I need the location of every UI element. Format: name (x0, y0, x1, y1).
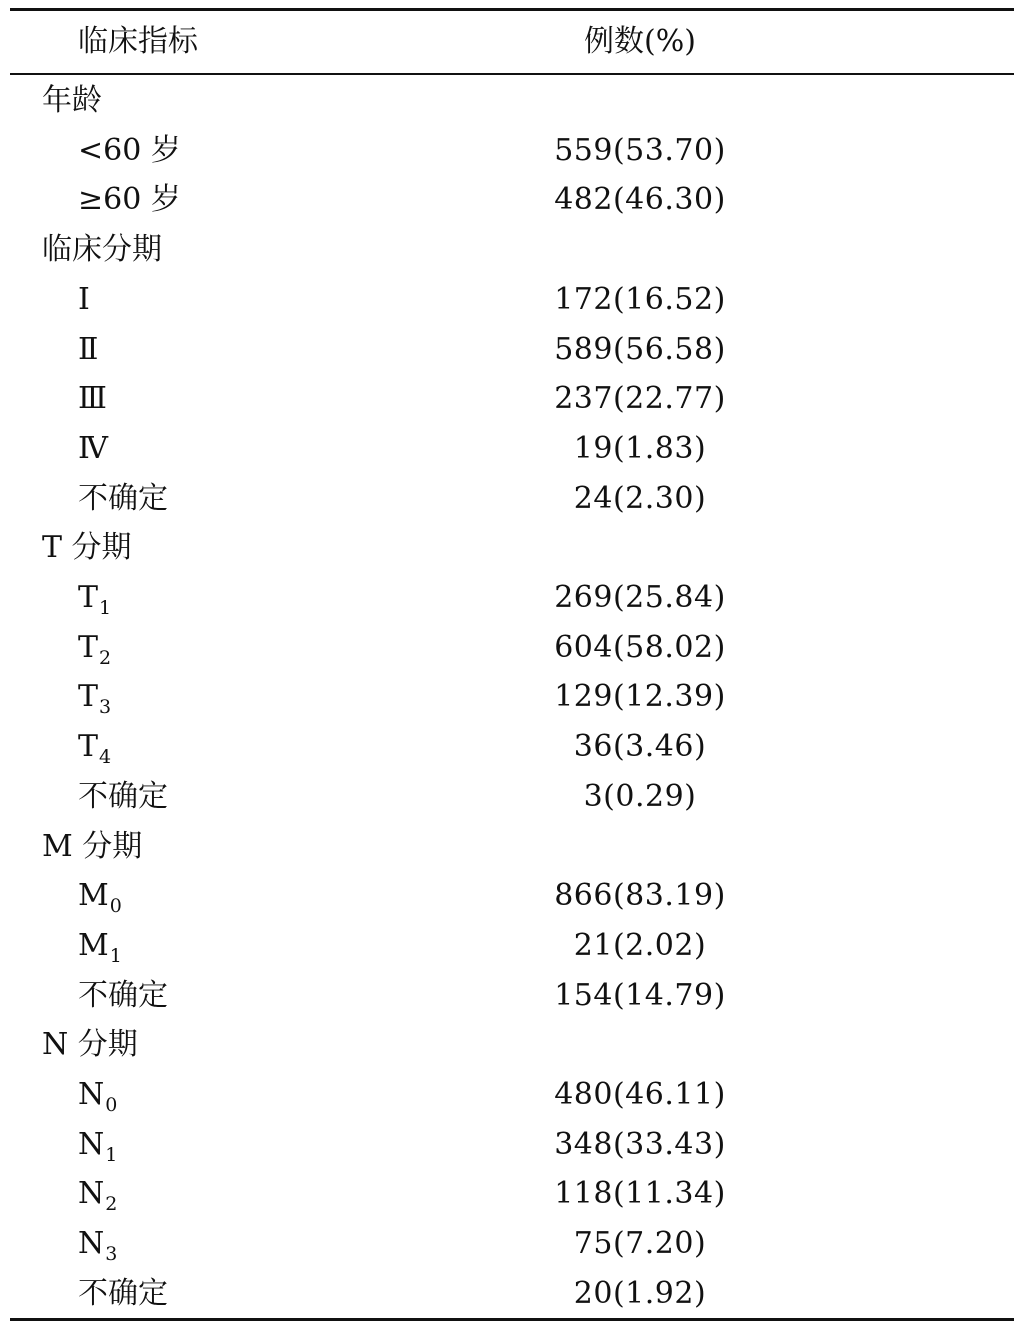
label-text: 年龄 (42, 83, 102, 118)
label-text: Ⅰ (78, 281, 90, 317)
row-label (78, 175, 181, 225)
label-text: T (78, 729, 99, 765)
label-subscript: 4 (99, 746, 112, 769)
table-row (0, 722, 1024, 772)
group-row (0, 225, 1024, 275)
header-indicator: 临床指标 (78, 24, 198, 59)
table-row (0, 971, 1024, 1021)
label-text: 不确定 (78, 977, 168, 1013)
table-row (0, 1120, 1024, 1170)
row-label (78, 374, 107, 424)
count-value: 348(33.43) (554, 1126, 726, 1162)
count-value: 75(7.20) (573, 1226, 707, 1262)
table-row (0, 871, 1024, 921)
label-text: T 分期 (42, 530, 132, 566)
table-row (0, 126, 1024, 176)
label-text: N 分期 (42, 1027, 138, 1063)
count-value: 482(46.30) (554, 182, 726, 218)
group-label (42, 822, 142, 872)
label-text: 不确定 (78, 778, 168, 814)
row-label (78, 971, 168, 1021)
row-label (78, 424, 108, 474)
row-label (78, 325, 98, 375)
count-value: 559(53.70) (554, 132, 726, 168)
count-value: 3(0.29) (583, 778, 697, 814)
count-value: 589(56.58) (554, 331, 726, 367)
label-text: M (78, 927, 109, 963)
group-row (0, 523, 1024, 573)
label-text: N (78, 1077, 105, 1112)
label-subscript: 1 (99, 597, 112, 619)
group-row (0, 822, 1024, 872)
label-text: 不确定 (78, 1275, 168, 1311)
label-subscript: 2 (99, 646, 112, 669)
label-subscript: 0 (105, 1094, 118, 1116)
table-row (0, 325, 1024, 375)
table-row (0, 424, 1024, 474)
row-label (78, 126, 181, 176)
table-row (0, 1169, 1024, 1219)
label-text: N (78, 1126, 105, 1162)
label-subscript: 1 (105, 1143, 118, 1166)
label-text: ≥60 岁 (78, 182, 181, 218)
label-text: T (78, 580, 99, 615)
group-label (42, 76, 102, 126)
count-value: 172(16.52) (554, 281, 726, 317)
count-value: 604(58.02) (554, 629, 726, 665)
header-count: 例数(%) (584, 24, 696, 59)
label-subscript: 1 (109, 944, 122, 967)
label-subscript: 2 (105, 1193, 118, 1216)
group-label (42, 1020, 138, 1070)
group-row (0, 76, 1024, 126)
group-row (0, 1020, 1024, 1070)
label-text: N (78, 1176, 105, 1212)
count-value: 154(14.79) (554, 977, 726, 1013)
count-value: 24(2.30) (573, 480, 707, 516)
table-row (0, 1219, 1024, 1269)
label-text: M 分期 (42, 828, 143, 864)
label-text: Ⅱ (78, 331, 99, 367)
table-row (0, 474, 1024, 524)
count-value: 21(2.02) (573, 927, 707, 963)
table-row (0, 672, 1024, 722)
count-value: 237(22.77) (554, 381, 726, 417)
label-text: T (78, 629, 99, 665)
label-subscript: 3 (99, 696, 112, 719)
count-value: 480(46.11) (554, 1077, 726, 1112)
top-rule (10, 8, 1014, 11)
label-text: M (78, 878, 109, 914)
count-value: 866(83.19) (554, 878, 726, 914)
count-value: 36(3.46) (573, 729, 707, 765)
row-label (78, 474, 168, 524)
count-value: 129(12.39) (554, 679, 726, 715)
label-text: N (78, 1226, 105, 1262)
count-value: 118(11.34) (554, 1176, 726, 1212)
label-text: 不确定 (78, 480, 168, 516)
table-row (0, 1070, 1024, 1120)
label-subscript: 3 (105, 1243, 118, 1266)
label-text: <60 岁 (78, 132, 181, 168)
count-value: 19(1.83) (573, 430, 707, 466)
label-text: T (78, 679, 99, 715)
row-label (78, 275, 90, 325)
label-text: 临床分期 (42, 232, 162, 268)
table-row (0, 275, 1024, 325)
bottom-rule (10, 1318, 1014, 1321)
row-label (78, 1269, 168, 1319)
row-label (78, 772, 168, 822)
table-row (0, 772, 1024, 822)
table-row (0, 374, 1024, 424)
table-row (0, 1269, 1024, 1319)
count-value: 20(1.92) (573, 1275, 707, 1311)
header-rule (10, 73, 1014, 75)
label-text: Ⅳ (78, 430, 108, 466)
count-value: 269(25.84) (554, 580, 726, 615)
table-row (0, 623, 1024, 673)
table-row (0, 921, 1024, 971)
group-label (42, 523, 132, 573)
table-row (0, 573, 1024, 623)
label-text: Ⅲ (78, 381, 107, 417)
label-subscript: 0 (109, 895, 122, 918)
group-label (42, 225, 162, 275)
table-row (0, 175, 1024, 225)
